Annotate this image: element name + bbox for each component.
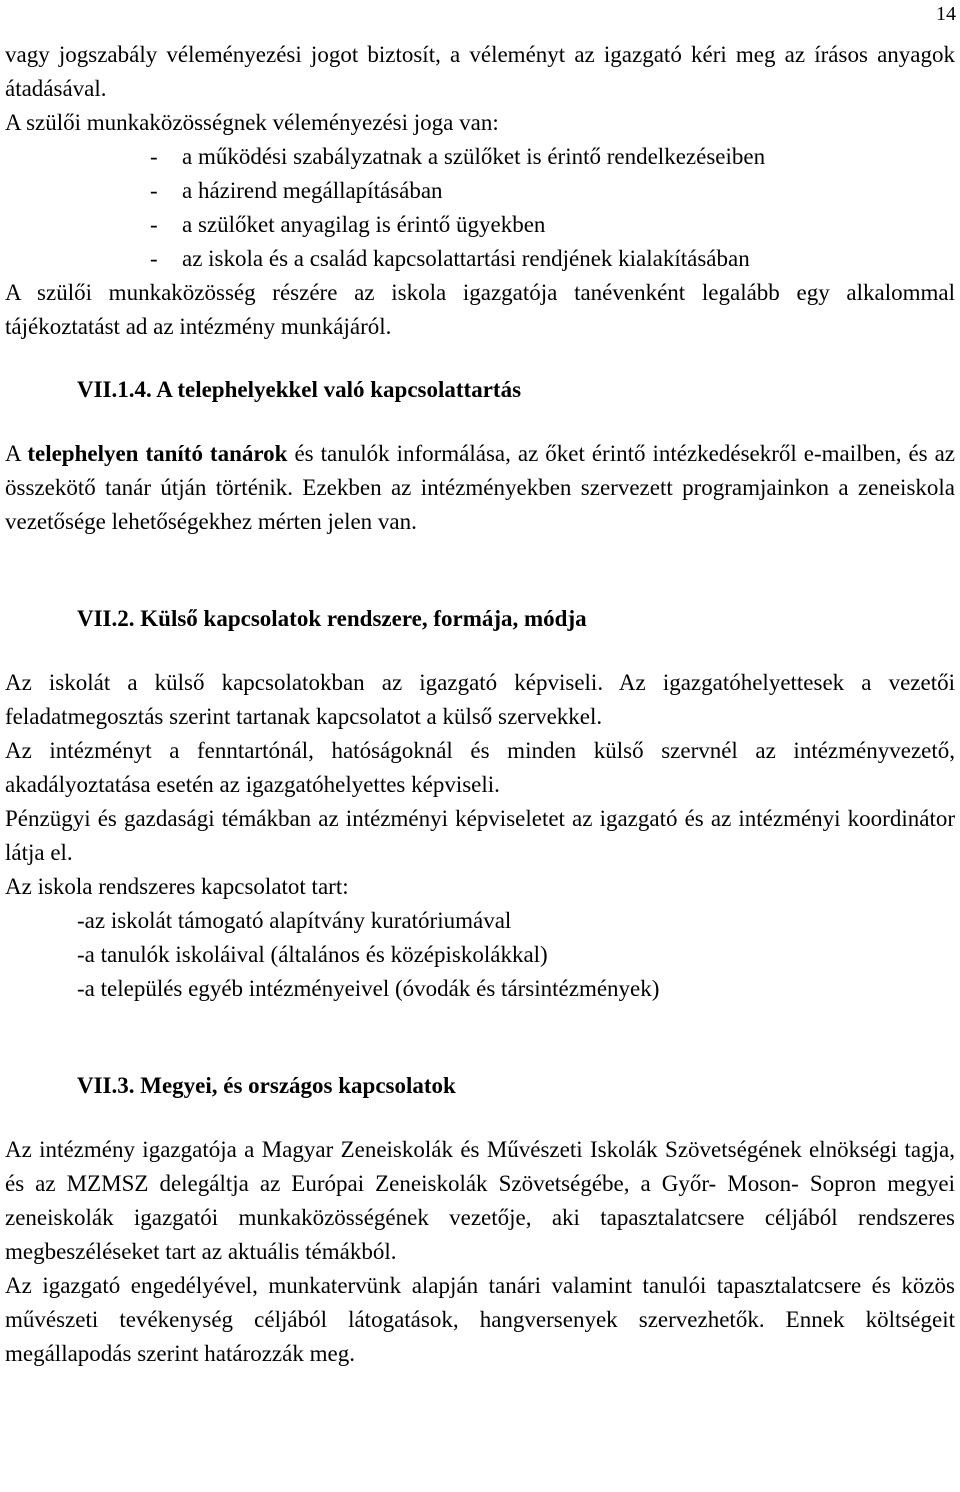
dash-bullet: - xyxy=(150,144,158,169)
list-item xyxy=(5,140,955,174)
paragraph-external-representation: Az iskolát a külső kapcsolatokban az igazgató képviseli. Az igazgatóhelyettesek a vezetői feladatmegosztás szerint tartanak kapcsolatot a külső szervekkel. xyxy=(5,670,955,729)
section-heading-sites: VII.1.4. A telephelyekkel való kapcsolattartás xyxy=(77,377,522,402)
section-heading-external: VII.2. Külső kapcsolatok rendszere, formája, módja xyxy=(77,606,587,631)
paragraph-institution-representation: Az intézményt a fenntartónál, hatóságoknál és minden külső szervnél az intézményvezető, akadályoztatása esetén az igazgatóhelyettes képviseli. xyxy=(5,738,955,797)
bold-phrase: telephelyen tanító tanárok xyxy=(27,441,288,466)
page-content xyxy=(5,38,955,1371)
paragraph-regular-contacts-intro: Az iskola rendszeres kapcsolatot tart: xyxy=(5,874,349,899)
list-item xyxy=(5,208,955,242)
list-item-text: az iskola és a család kapcsolattartási rendjének kialakításában xyxy=(182,246,750,271)
list-item: -a tanulók iskoláival (általános és középiskolákkal) xyxy=(77,942,548,967)
dash-bullet: - xyxy=(150,212,158,237)
paragraph-opinion-rights: vagy jogszabály véleményezési jogot biztosít, a véleményt az igazgató kéri meg az írásos anyagok átadásával. xyxy=(5,42,955,101)
list-item xyxy=(5,174,955,208)
paragraph-sites-info xyxy=(5,437,955,539)
list-item: -az iskolát támogató alapítvány kuratóriumával xyxy=(77,908,512,933)
paragraph-annual-briefing: A szülői munkaközösség részére az iskola igazgatója tanévenként legalább egy alkalommal tájékoztatást ad az intézmény munkájáról. xyxy=(5,280,955,339)
section-heading-national: VII.3. Megyei, és országos kapcsolatok xyxy=(77,1073,456,1098)
paragraph-parents-rights-intro: A szülői munkaközösségnek véleményezési joga van: xyxy=(5,110,499,135)
page-number: 14 xyxy=(936,3,956,25)
paragraph-financial-representation: Pénzügyi és gazdasági témákban az intézményi képviseletet az igazgató és az intézményi koordinátor látja el. xyxy=(5,806,955,865)
list-item-text: a házirend megállapításában xyxy=(182,178,443,203)
paragraph-national-membership: Az intézmény igazgatója a Magyar Zeneiskolák és Művészeti Iskolák Szövetségének elnökségi tagja, és az MZMSZ delegáltja az Európai Zeneiskolák Szövetségébe, a Győr- Moson- Sopron megyei zeneiskolák igazgatói munkaközösségének vezetője, aki tapasztalatcsere céljából rendszeres megbeszéléseket tart az aktuális témákból. xyxy=(5,1137,955,1264)
dash-bullet: - xyxy=(150,178,158,203)
paragraph-prefix: A xyxy=(5,441,21,466)
list-item-text: a szülőket anyagilag is érintő ügyekben xyxy=(182,212,546,237)
list-item-text: a működési szabályzatnak a szülőket is érintő rendelkezéseiben xyxy=(182,144,766,169)
paragraph-visits-concerts: Az igazgató engedélyével, munkatervünk alapján tanári valamint tanulói tapasztalatcsere és közös művészeti tevékenység céljából látogatások, hangversenyek szervezhetők. Ennek költségeit megállapodás szerint határozzák meg. xyxy=(5,1273,955,1366)
list-item xyxy=(5,242,955,276)
paragraph-rest: és tanulók informálása, az őket érintő intézkedésekről e-mailben, és az összekötő tanár útján történik. Ezekben az intézményekben szervezett programjainkon a zeneiskola vezetősége lehetőségekhez mérten jelen van. xyxy=(5,441,956,534)
dash-bullet: - xyxy=(150,246,158,271)
list-item: -a település egyéb intézményeivel (óvodák és társintézmények) xyxy=(77,976,660,1001)
